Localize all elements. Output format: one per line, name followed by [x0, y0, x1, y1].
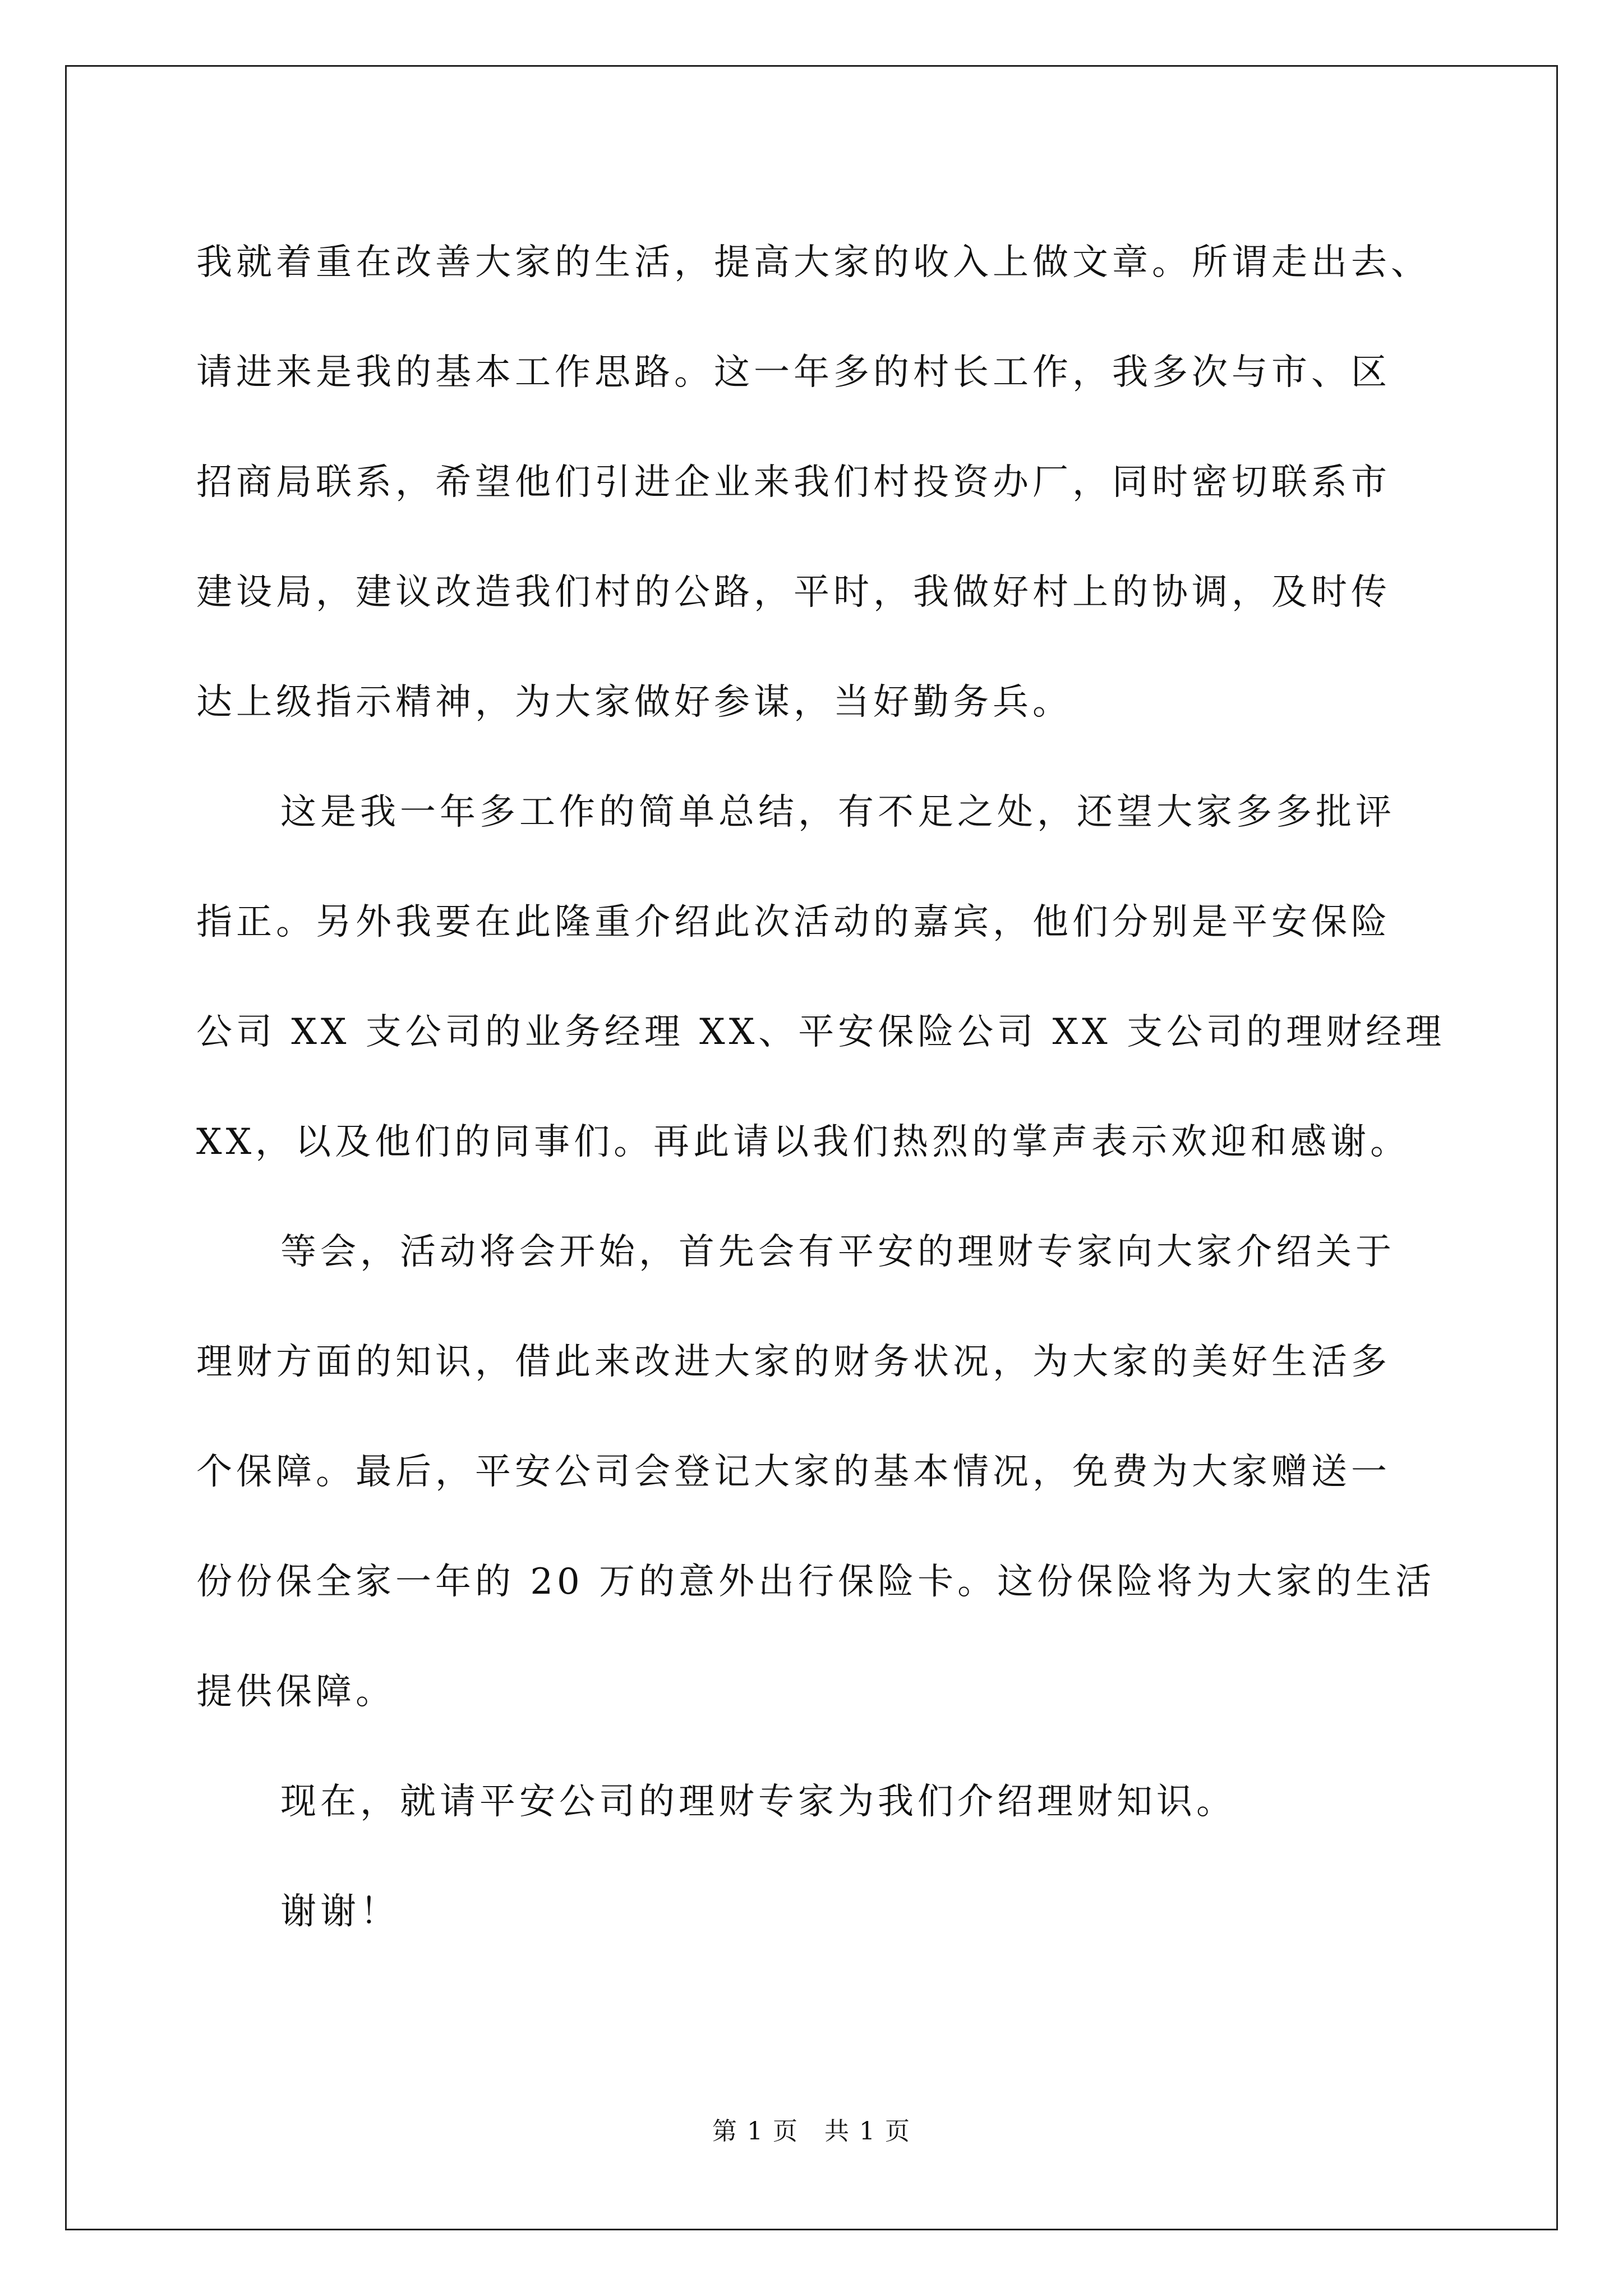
body-line-14: 提供保障。: [196, 1671, 395, 1713]
body-line-6: 这是我一年多工作的简单总结，有不足之处，还望大家多多批评: [280, 792, 1395, 833]
body-line-16: 谢谢！: [280, 1891, 400, 1932]
body-line-4: 建设局，建议改造我们村的公路，平时，我做好村上的协调，及时传: [196, 572, 1391, 613]
document-body: [196, 208, 1446, 1967]
page-number-footer: 第 1 页 共 1 页: [712, 2117, 911, 2146]
body-line-3: 招商局联系，希望他们引进企业来我们村投资办厂，同时密切联系市: [196, 462, 1391, 503]
body-line-8: 公司 XX 支公司的业务经理 XX、平安保险公司 XX 支公司的理财经理: [196, 1011, 1446, 1053]
body-line-7: 指正。另外我要在此隆重介绍此次活动的嘉宾，他们分别是平安保险: [196, 901, 1391, 943]
body-line-11: 理财方面的知识，借此来改进大家的财务状况，为大家的美好生活多: [196, 1341, 1391, 1383]
body-line-13: 份份保全家一年的 20 万的意外出行保险卡。这份保险将为大家的生活: [196, 1561, 1436, 1603]
body-line-12: 个保障。最后，平安公司会登记大家的基本情况，免费为大家赠送一: [196, 1451, 1391, 1493]
body-line-1: 我就着重在改善大家的生活，提高大家的收入上做文章。所谓走出去、: [196, 242, 1431, 283]
body-line-9: XX，以及他们的同事们。再此请以我们热烈的掌声表示欢迎和感谢。: [196, 1121, 1410, 1163]
body-line-15: 现在，就请平安公司的理财专家为我们介绍理财知识。: [280, 1781, 1236, 1823]
body-line-10: 等会，活动将会开始，首先会有平安的理财专家向大家介绍关于: [280, 1231, 1395, 1273]
body-line-2: 请进来是我的基本工作思路。这一年多的村长工作，我多次与市、区: [196, 352, 1391, 393]
body-line-5: 达上级指示精神，为大家做好参谋，当好勤务兵。: [196, 682, 1072, 723]
